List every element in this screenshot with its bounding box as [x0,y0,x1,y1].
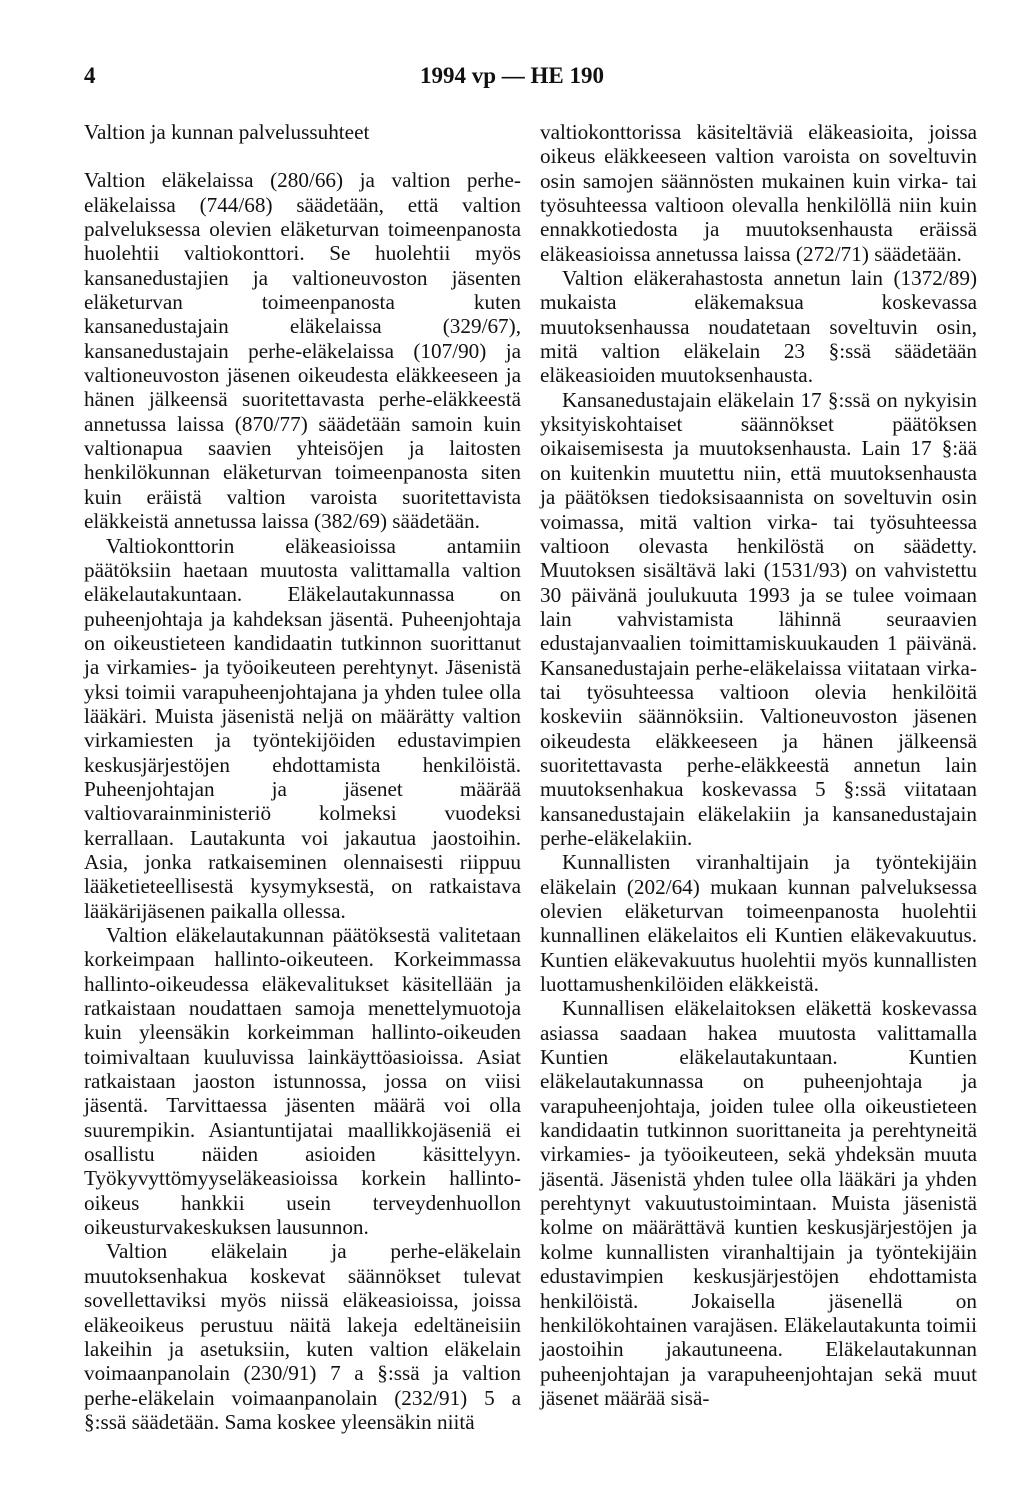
page-number: 4 [84,63,96,88]
running-head: 1994 vp — HE 190 [419,63,605,88]
left-column [84,120,521,1434]
paragraph: Kansanedustajain eläkelain 17 §:ssä on nykyisin yksityiskohtaiset säännökset päätöksen oikaisemisesta ja muutoksenhausta. Lain 17 §:ää on kuitenkin muutettu niin, että muutoksenhausta ja päätöksen tiedoksisaannista on soveltuvin osin voimassa, mitä valtion virka- tai työsuhteessa valtioon olevasta henkilöstä on säädetty. Muutoksen sisältävä laki (1531/93) on vahvistettu 30 päivänä joulukuuta 1993 ja se tulee voimaan lain vahvistamista lähinnä seuraavien edustajanvaalien toimittamiskuukauden 1 päivänä. Kansanedustajain perhe-eläkelaissa viitataan virka- tai työsuhteessa valtioon olevia henkilöitä koskeviin säännöksiin. Valtioneuvoston jäsenen oikeudesta eläkkeeseen ja hänen jälkeensä suoritettavasta perhe-eläkkeestä annetun lain muutoksenhakua koskevassa 5 §:ssä viitataan kansanedustajain eläkelakiin ja kansanedustajain perhe-eläkelakiin. [540,387,977,850]
paragraph: valtiokonttorissa käsiteltäviä eläkeasioita, joissa oikeus eläkkeeseen valtion varoista on soveltuvin osin samojen säännösten mukainen kuin virka- tai työsuhteessa valtioon olevalla henkilöllä niin kuin ennakkotiedosta ja muutoksenhausta eräissä eläkeasioissa annetussa laissa (272/71) säädetään. [540,120,977,266]
section-heading: Valtion ja kunnan palvelussuhteet [84,120,370,144]
paragraph: Valtion eläkelain ja perhe-eläkelain muutoksenhakua koskevat säännökset tulevat sovellettaviksi myös niissä eläkeasioissa, joissa eläkeoikeus perustuu näitä lakeja edeltäneisiin lakeihin ja asetuksiin, kuten valtion eläkelain voimaanpanolain (230/91) 7 a §:ssä ja valtion perhe-eläkelain voimaanpanolain (232/91) 5 a §:ssä säädetään. Sama koskee yleensäkin niitä [84,1239,521,1434]
heading-spacer [84,144,521,168]
paragraph: Valtion eläkelaissa (280/66) ja valtion perhe-eläkelaissa (744/68) säädetään, että valtion palveluksessa olevien eläketurvan toimeenpanosta huolehtii valtiokonttori. Se huolehtii myös kansanedustajien ja valtioneuvoston jäsenten eläketurvan toimeenpanosta kuten kansanedustajain eläkelaissa (329/67), kansanedustajain perhe-eläkelaissa (107/90) ja valtioneuvoston jäsenen oikeudesta eläkkeeseen ja hänen jälkeensä suoritettavasta perhe-eläkkeestä annetussa laissa (870/77) säädetään samoin kuin valtionapua saavien yhteisöjen ja laitosten henkilökunnan eläketurvan toimeenpanosta siten kuin eräistä valtion varoista suoritettavista eläkkeistä annetussa laissa (382/69) säädetään. [84,168,521,534]
paragraph: Valtiokonttorin eläkeasioissa antamiin päätöksiin haetaan muutosta valittamalla valtion eläkelautakuntaan. Eläkelautakunnassa on puheenjohtaja ja kahdeksan jäsentä. Puheenjohtaja on oikeustieteen kandidaatin tutkinnon suorittanut ja virkamies- ja työoikeuteen perehtynyt. Jäsenistä yksi toimii varapuheenjohtajana ja yhden tulee olla lääkäri. Muista jäsenistä neljä on määrätty valtion virkamiesten ja työntekijöiden edustavimpien keskusjärjestöjen ehdottamista henkilöistä. Puheenjohtajan ja jäsenet määrää valtiovarainministeriö kolmeksi vuodeksi kerrallaan. Lautakunta voi jakautua jaostoihin. Asia, jonka ratkaiseminen olennaisesti riippuu lääketieteellisestä kysymyksestä, on ratkaistava lääkärijäsenen paikalla ollessa. [84,533,521,923]
paragraph: Kunnallisten viranhaltijain ja työntekijäin eläkelain (202/64) mukaan kunnan palveluksessa olevien eläketurvan toimeenpanosta huolehtii kunnallinen eläkelaitos eli Kuntien eläkevakuutus. Kuntien eläkevakuutus huolehtii myös kunnallisten luottamushenkilöiden eläkkeistä. [540,850,977,997]
page-header [0,63,1024,95]
paragraph: Valtion eläkelautakunnan päätöksestä valitetaan korkeimpaan hallinto-oikeuteen. Korkeimmassa hallinto-oikeudessa eläkevalitukset käsitellään ja ratkaistaan noudattaen samoja menettelymuotoja kuin yleensäkin korkeimman hallinto-oikeuden toimivaltaan kuuluvissa lainkäyttöasioissa. Asiat ratkaistaan jaoston istunnossa, jossa on viisi jäsentä. Tarvittaessa jäsenten määrä voi olla suurempikin. Asiantuntijatai maallikkojäseniä ei osallistu näiden asioiden käsittelyyn. Työkyvyttömyyseläkeasioissa korkein hallinto-oikeus hankkii usein terveydenhuollon oikeusturvakeskuksen lausunnon. [84,923,521,1240]
paragraph: Kunnallisen eläkelaitoksen eläkettä koskevassa asiassa saadaan hakea muutosta valittamalla Kuntien eläkelautakuntaan. Kuntien eläkelautakunnassa on puheenjohtaja ja varapuheenjohtaja, joiden tulee olla oikeustieteen kandidaatin tutkinnon suorittaneita ja perehtyneitä virkamies- ja työoikeuteen, sekä yhdeksän muuta jäsentä. Jäsenistä yhden tulee olla lääkäri ja yhden perehtynyt vakuutustoimintaan. Muista jäsenistä kolme on määrättävä kuntien keskusjärjestöjen ja kolme kunnallisten viranhaltijain ja työntekijäin edustavimpien keskusjärjestöjen ehdottamista henkilöistä. Jokaisella jäsenellä on henkilökohtainen varajäsen. Eläkelautakunta toimii jaostoihin jakautuneena. Eläkelautakunnan puheenjohtajan ja varapuheenjohtajan sekä muut jäsenet määrää sisä- [540,996,977,1410]
right-column [540,120,977,1410]
paragraph: Valtion eläkerahastosta annetun lain (1372/89) mukaista eläkemaksua koskevassa muutoksenhaussa noudatetaan soveltuvin osin, mitä valtion eläkelain 23 §:ssä säädetään eläkeasioiden muutoksenhausta. [540,266,977,388]
